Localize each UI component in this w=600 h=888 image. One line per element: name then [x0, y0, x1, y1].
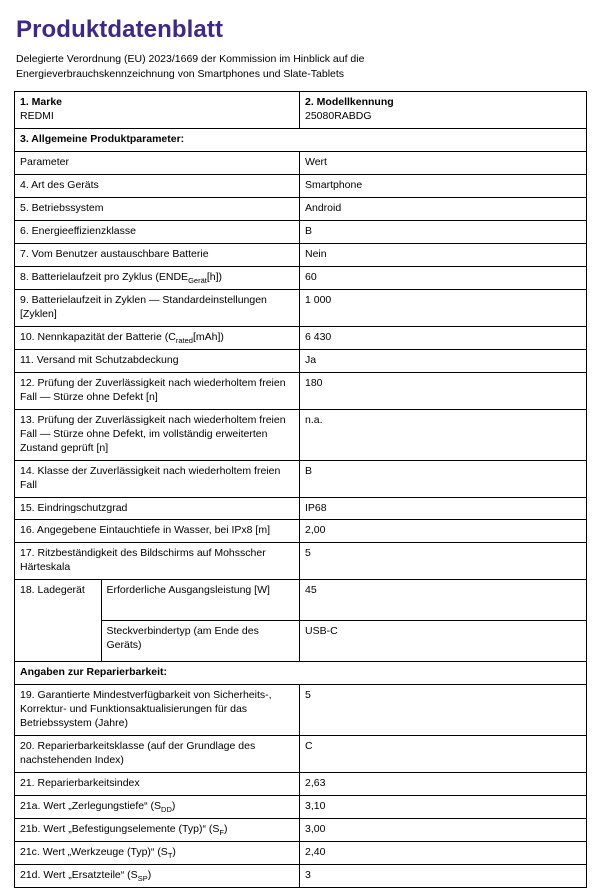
row-label: 7. Vom Benutzer austauschbare Batterie — [15, 244, 300, 267]
charger-sub-label-connector-type: Steckverbindertyp (am Ende des Geräts) — [106, 625, 259, 652]
row-value: 2,63 — [300, 773, 587, 796]
row-label-subscript: rated — [175, 336, 193, 346]
table-row — [15, 326, 587, 349]
table-row-column-headers — [15, 152, 587, 175]
table-row — [15, 198, 587, 221]
row-label-pre: 10. Nennkapazität der Batterie (C — [20, 330, 176, 343]
regulation-subtitle: Delegierte Verordnung (EU) 2023/1669 der Kommission im Hinblick auf die Energieverbrauchskennzeichnung von Smartphones und Slate-Tablets — [16, 53, 365, 81]
row-label-subscript: Gerät — [188, 276, 207, 286]
row-label: 19. Garantierte Mindestverfügbarkeit von Sicherheits-, Korrektur- und Funktionsaktualisierungen für das Betriebssystem (Jahre) — [15, 685, 300, 736]
table-row — [15, 290, 587, 327]
row-value: 60 — [300, 267, 587, 290]
table-row — [15, 349, 587, 372]
table-row — [15, 497, 587, 520]
row-label — [15, 267, 300, 290]
table-row — [15, 818, 587, 841]
brand-label: 1. Marke — [20, 96, 63, 109]
row-value: 5 — [300, 685, 587, 736]
row-label-post: ) — [147, 868, 152, 881]
model-cell — [300, 92, 587, 129]
row-label-subscript: T — [167, 850, 173, 860]
table-row — [15, 736, 587, 773]
table-row — [15, 773, 587, 796]
row-label-post: ) — [172, 845, 176, 858]
row-value: 180 — [300, 372, 587, 409]
table-row — [15, 685, 587, 736]
table-row-brand-model — [15, 92, 587, 129]
row-label-pre: 21b. Wert „Befestigungselemente (Typ)“ (S — [20, 822, 220, 835]
row-label: 17. Ritzbeständigkeit des Bildschirms auf Mohsscher Härteskala — [15, 543, 300, 580]
table-row — [15, 267, 587, 290]
table-row — [15, 543, 587, 580]
row-value: 5 — [300, 543, 587, 580]
row-label — [15, 326, 300, 349]
page-title: Produktdatenblatt — [16, 16, 224, 43]
row-value: 3,10 — [300, 795, 587, 818]
row-value: 2,40 — [300, 841, 587, 864]
charger-sub-label-output-power: Erforderliche Ausgangsleistung [W] — [101, 580, 300, 621]
row-label — [15, 818, 300, 841]
row-label: 9. Batterielaufzeit in Zyklen — Standardeinstellungen [Zyklen] — [15, 290, 300, 327]
row-value: Ja — [300, 349, 587, 372]
row-label — [15, 795, 300, 818]
row-value: B — [300, 221, 587, 244]
row-label-pre: 8. Batterielaufzeit pro Zyklus (ENDE — [20, 271, 189, 284]
row-value: C — [300, 736, 587, 773]
column-header-value: Wert — [300, 152, 587, 175]
brand-value: REDMI — [20, 110, 54, 123]
section-header-repairability: Angaben zur Reparierbarkeit: — [15, 662, 587, 685]
row-label-post: [mAh]) — [192, 330, 224, 343]
table-row — [15, 795, 587, 818]
row-value: 1 000 — [300, 290, 587, 327]
table-row — [15, 175, 587, 198]
row-label — [15, 841, 300, 864]
row-label: 15. Eindringschutzgrad — [15, 497, 300, 520]
row-label-subscript: SP — [137, 873, 148, 883]
row-value: 6 430 — [300, 326, 587, 349]
row-label: 5. Betriebssystem — [15, 198, 300, 221]
row-label-pre: 21a. Wert „Zerlegungstiefe“ (S — [20, 799, 162, 812]
brand-cell — [15, 92, 300, 129]
table-row — [15, 372, 587, 409]
row-value: 2,00 — [300, 520, 587, 543]
row-label-post: [h]) — [206, 271, 222, 284]
row-label-subscript: F — [219, 828, 224, 838]
table-row — [15, 520, 587, 543]
row-value: Smartphone — [300, 175, 587, 198]
row-label-subscript: DD — [161, 805, 172, 815]
table-row — [15, 841, 587, 864]
row-label: 14. Klasse der Zuverlässigkeit nach wiederholtem freien Fall — [15, 460, 300, 497]
charger-label: 18. Ladegerät — [15, 580, 101, 661]
row-label: 6. Energieeffizienzklasse — [15, 221, 300, 244]
row-label-post: ) — [171, 799, 176, 812]
row-label: 12. Prüfung der Zuverlässigkeit nach wiederholtem freien Fall — Stürze ohne Defekt [n] — [15, 372, 300, 409]
table-row — [15, 460, 587, 497]
section-header-general: 3. Allgemeine Produktparameter: — [15, 129, 587, 152]
row-value: Android — [300, 198, 587, 221]
table-row-section-repairability — [15, 662, 587, 685]
table-row-section-general — [15, 129, 587, 152]
row-value: IP68 — [300, 497, 587, 520]
model-value: 25080RABDG — [305, 110, 372, 123]
row-label: 21. Reparierbarkeitsindex — [15, 773, 300, 796]
row-label-pre: 21c. Wert „Werkzeuge (Typ)“ (S — [20, 845, 168, 858]
row-label: 11. Versand mit Schutzabdeckung — [15, 349, 300, 372]
model-label: 2. Modellkennung — [305, 96, 394, 109]
row-label: 20. Reparierbarkeitsklasse (auf der Grundlage des nachstehenden Index) — [15, 736, 300, 773]
table-row — [15, 409, 587, 460]
charger-value-connector-type: USB-C — [300, 621, 587, 662]
product-data-table — [14, 91, 587, 887]
row-label — [15, 864, 300, 887]
charger-group-cell — [15, 580, 300, 662]
table-row — [15, 221, 587, 244]
table-row — [15, 244, 587, 267]
row-value: 3,00 — [300, 818, 587, 841]
row-value: Nein — [300, 244, 587, 267]
row-value: n.a. — [300, 409, 587, 460]
row-label: 4. Art des Geräts — [15, 175, 300, 198]
row-label: 13. Prüfung der Zuverlässigkeit nach wiederholtem freien Fall — Stürze ohne Defekt, im vollständig erweiterten Zustand geprüft [n] — [15, 409, 300, 460]
row-label: 16. Angegebene Eintauchtiefe in Wasser, bei IPx8 [m] — [15, 520, 300, 543]
row-value: B — [300, 460, 587, 497]
charger-value-output-power: 45 — [300, 580, 587, 621]
table-row-charger-first — [15, 580, 587, 621]
row-value: 3 — [300, 864, 587, 887]
table-row — [15, 864, 587, 887]
row-label-pre: 21d. Wert „Ersatzteile“ (S — [20, 868, 138, 881]
column-header-parameter: Parameter — [15, 152, 300, 175]
row-label-post: ) — [224, 822, 228, 835]
